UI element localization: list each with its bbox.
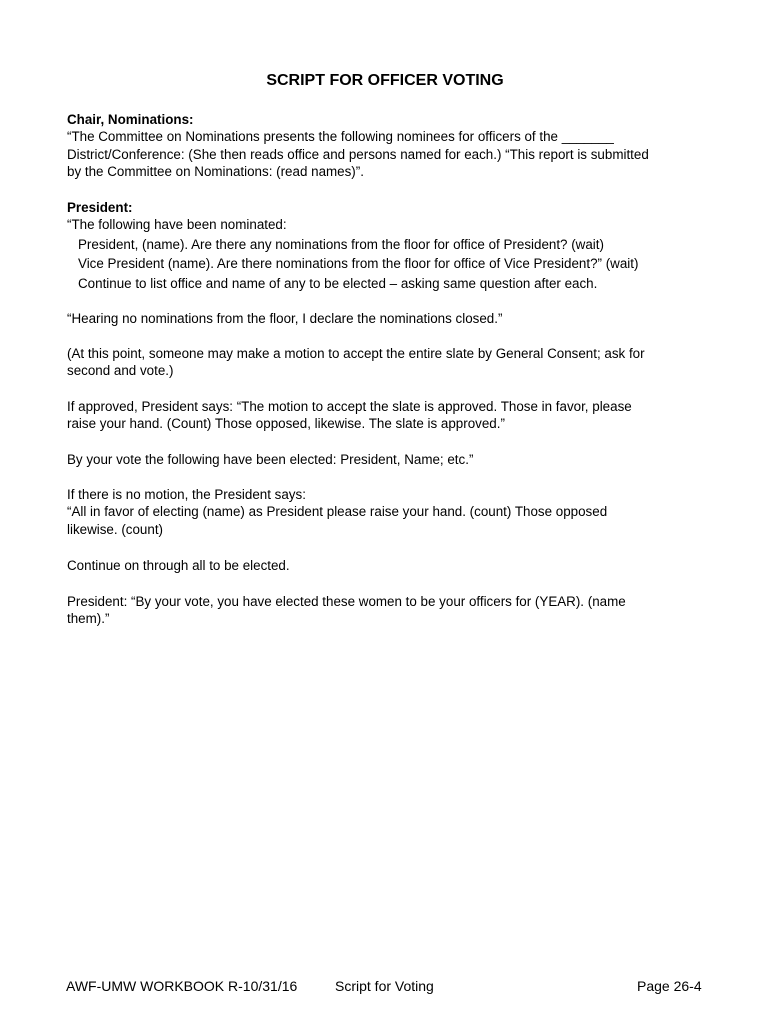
nomination-item-president: President, (name). Are there any nominations from the floor for office of President? (wait): [78, 236, 604, 252]
final-paragraph: [67, 593, 707, 628]
footer-section-title: Script for Voting: [335, 978, 434, 994]
elected-text: By your vote the following have been elected: President, Name; etc.”: [67, 452, 474, 467]
no-motion-line-2: “All in favor of electing (name) as President please raise your hand. (count) Those opposed: [67, 504, 608, 520]
president-heading: President:: [67, 200, 133, 215]
approved-line-1: If approved, President says: “The motion to accept the slate is approved. Those in favor, please: [67, 399, 632, 414]
footer-page-number: Page 26-4: [637, 978, 702, 994]
chair-line-1: “The Committee on Nominations presents the following nominees for officers of the _______: [67, 129, 614, 145]
no-motion-line-3: likewise. (count): [67, 521, 163, 537]
nomination-item-vice-president: Vice President (name). Are there nominations from the floor for office of Vice President?” (wait): [78, 256, 639, 272]
final-line-2: them).”: [67, 611, 110, 627]
footer-workbook-id: AWF-UMW WORKBOOK R-10/31/16: [66, 978, 298, 994]
motion-line-2: second and vote.): [67, 363, 174, 379]
no-motion-paragraph: [67, 486, 707, 538]
chair-line-3: by the Committee on Nominations: (read names)”.: [67, 164, 364, 180]
no-motion-line-1: If there is no motion, the President says:: [67, 487, 306, 502]
chair-nominations-section: [67, 111, 707, 181]
nominations-closed-text: “Hearing no nominations from the floor, I declare the nominations closed.”: [67, 311, 503, 326]
chair-line-2: District/Conference: (She then reads office and persons named for each.) “This report is submitted: [67, 146, 649, 162]
continue-text: Continue on through all to be elected.: [67, 558, 290, 573]
nomination-item-continue: Continue to list office and name of any to be elected – asking same question after each.: [78, 275, 598, 291]
president-intro: “The following have been nominated:: [67, 217, 287, 233]
elected-paragraph: [67, 451, 707, 468]
president-section: [67, 199, 707, 292]
motion-paragraph: [67, 345, 707, 380]
final-line-1: President: “By your vote, you have elected these women to be your officers for (YEAR). (name: [67, 594, 626, 609]
document-title: SCRIPT FOR OFFICER VOTING: [266, 72, 504, 89]
approved-paragraph: [67, 398, 707, 433]
chair-nominations-heading: Chair, Nominations:: [67, 112, 194, 127]
nominations-closed-paragraph: [67, 310, 707, 327]
approved-line-2: raise your hand. (Count) Those opposed, likewise. The slate is approved.”: [67, 416, 505, 432]
motion-line-1: (At this point, someone may make a motion to accept the entire slate by General Consent; ask for: [67, 346, 645, 361]
continue-paragraph: [67, 557, 707, 574]
